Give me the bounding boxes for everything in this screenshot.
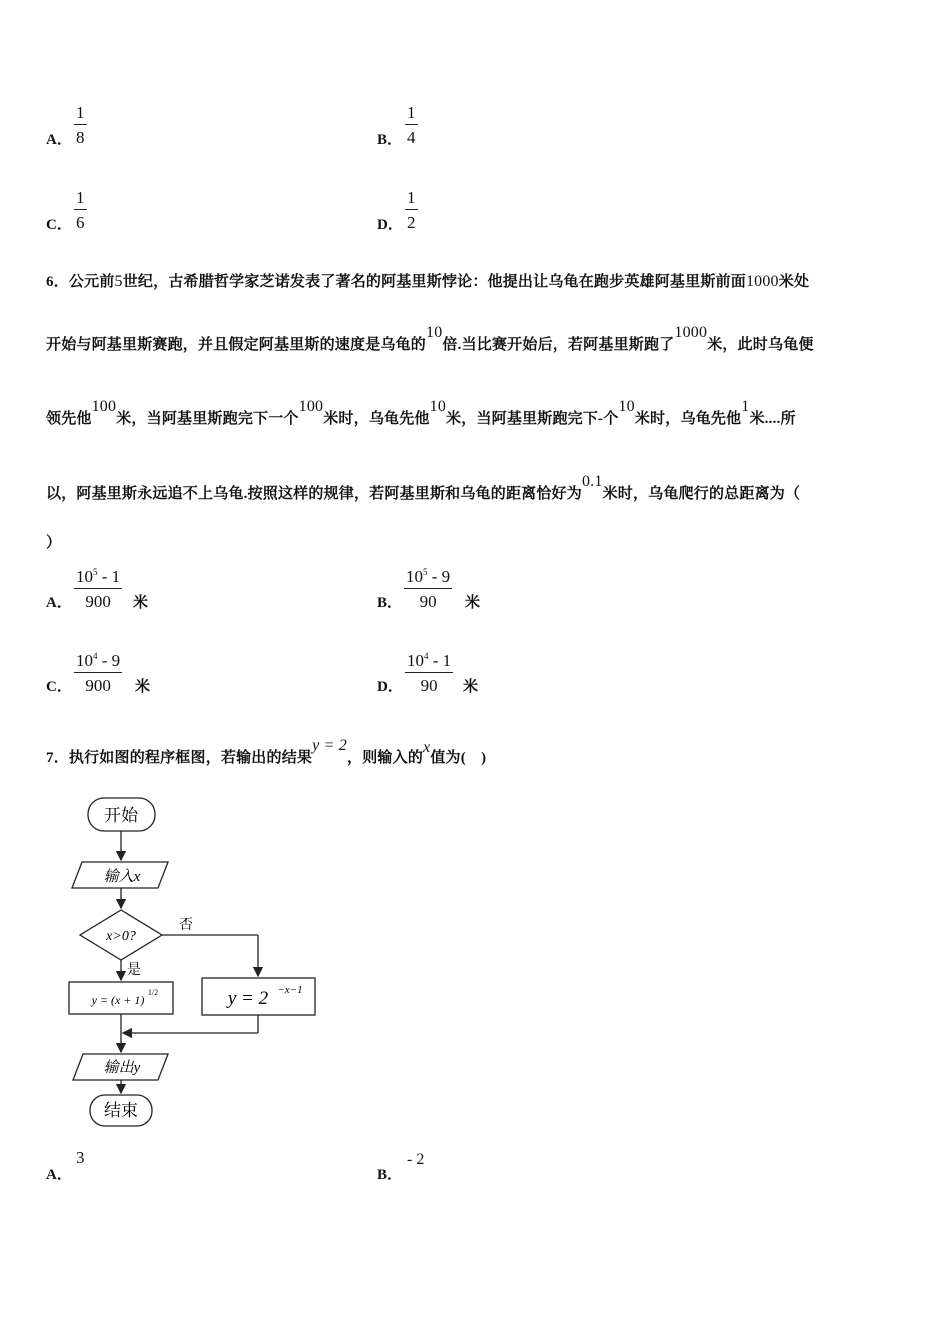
flow-yes-label: 是 bbox=[127, 963, 141, 978]
q7-stem bbox=[46, 737, 487, 767]
q6-text: 米时，乌龟先他 bbox=[634, 411, 742, 427]
q6-option-c-denominator: 900 bbox=[85, 676, 111, 695]
q5-option-d-fraction bbox=[405, 189, 418, 231]
q6-option-c-fraction bbox=[74, 652, 122, 694]
q6-option-a-base: 10 bbox=[76, 567, 93, 586]
q7-option-b-label: B． bbox=[377, 1167, 403, 1183]
flow-left-process-exponent: 1/2 bbox=[147, 988, 159, 997]
q6-option-d-label: D． bbox=[377, 679, 403, 695]
q6-number: 5 bbox=[114, 273, 123, 290]
q6-option-b-unit: 米 bbox=[465, 595, 481, 611]
q6-text: 米，当阿基里斯跑完下一个 bbox=[116, 411, 299, 427]
q7-variable: x bbox=[423, 739, 431, 756]
q6-option-b-label: B． bbox=[377, 595, 403, 611]
q6-line-5: ） bbox=[46, 535, 62, 551]
q6-option-a-label: A． bbox=[46, 595, 72, 611]
flow-output-label: 输出y bbox=[103, 1060, 141, 1076]
q6-option-d-subtrahend: - 1 bbox=[428, 651, 452, 670]
q6-option-c-label: C． bbox=[46, 679, 72, 695]
q6-line-1 bbox=[46, 270, 809, 291]
q6-option-b-denominator: 90 bbox=[419, 592, 437, 611]
q6-option-a-exponent: 5 bbox=[93, 567, 98, 577]
q6-option-b-base: 10 bbox=[406, 567, 423, 586]
q6-text: 米，此时乌龟便 bbox=[707, 337, 814, 353]
q6-text: 以，阿基里斯永远追不上乌龟.按照这样的规律，若阿基里斯和乌龟的距离恰好为 bbox=[46, 486, 582, 502]
q6-option-c-exponent: 4 bbox=[93, 651, 98, 661]
q5-option-d-denominator: 2 bbox=[407, 213, 416, 232]
q6-option-d-base: 10 bbox=[407, 651, 424, 670]
q6-number: 0.1 bbox=[581, 473, 603, 490]
q6-text: 米，当阿基里斯跑完下-个 bbox=[446, 411, 619, 427]
flow-start-label: 开始 bbox=[104, 806, 138, 825]
q6-number: 10 bbox=[618, 398, 635, 415]
q5-option-c-numerator: 1 bbox=[76, 188, 85, 207]
q5-option-a-label: A． bbox=[46, 132, 72, 148]
q5-option-b-denominator: 4 bbox=[407, 128, 416, 147]
q6-number: 10 bbox=[429, 398, 447, 415]
flow-right-process-exponent: −x−1 bbox=[277, 984, 303, 996]
q6-number: 100 bbox=[91, 398, 117, 415]
q6-option-a-fraction bbox=[74, 568, 122, 610]
q5-option-a-denominator: 8 bbox=[76, 128, 85, 147]
q6-option-a-denominator: 900 bbox=[85, 592, 111, 611]
q7-text: 值为( ) bbox=[430, 750, 487, 766]
q6-text: 米处 bbox=[778, 274, 810, 290]
q6-text: 米....所 bbox=[749, 411, 796, 427]
q5-option-d-label: D． bbox=[377, 217, 403, 233]
q6-line-4 bbox=[46, 473, 801, 503]
flow-input-label: 输入x bbox=[103, 869, 141, 885]
q7-flowchart bbox=[60, 790, 330, 1135]
q6-number: 1 bbox=[741, 398, 750, 415]
q6-text: 开始与阿基里斯赛跑，并且假定阿基里斯的速度是乌龟的 bbox=[46, 337, 427, 353]
q6-text: 米时，乌龟先他 bbox=[323, 411, 430, 427]
q6-text: 世纪，古希腊哲学家芝诺发表了著名的阿基里斯悖论：他提出让乌龟在跑步英雄阿基里斯前面 bbox=[122, 274, 746, 290]
q7-equation: y = 2 bbox=[312, 737, 348, 754]
q6-option-d-unit: 米 bbox=[463, 679, 479, 695]
q5-option-c-fraction bbox=[74, 189, 87, 231]
q6-option-a-subtrahend: - 1 bbox=[97, 567, 121, 586]
q6-option-b-fraction bbox=[404, 568, 452, 610]
flow-right-process-label: y = 2 bbox=[227, 988, 269, 1009]
q7-option-b-value: - 2 bbox=[407, 1151, 425, 1168]
q6-option-b-exponent: 5 bbox=[423, 567, 428, 577]
q5-option-b-fraction bbox=[405, 104, 418, 146]
q6-number: 1000 bbox=[745, 273, 779, 290]
q5-option-a-numerator: 1 bbox=[76, 103, 85, 122]
q6-option-a-numerator bbox=[74, 568, 122, 585]
flow-no-label: 否 bbox=[179, 918, 193, 933]
q6-option-c-base: 10 bbox=[76, 651, 93, 670]
q6-number: 10 bbox=[426, 324, 443, 341]
q5-option-b-label: B． bbox=[377, 132, 403, 148]
q7-text: ，则输入的 bbox=[347, 750, 424, 766]
q7-text: 7．执行如图的程序框图，若输出的结果 bbox=[46, 750, 313, 766]
q6-line-3 bbox=[46, 398, 796, 428]
q6-number: 100 bbox=[298, 398, 324, 415]
q6-option-c-subtrahend: - 9 bbox=[97, 651, 121, 670]
q6-number: 1000 bbox=[674, 324, 708, 341]
q6-text: 米时，乌龟爬行的总距离为（ bbox=[602, 486, 801, 502]
flow-decision-label: x>0? bbox=[106, 929, 136, 944]
q6-text: 领先他 bbox=[46, 411, 92, 427]
q6-option-c-unit: 米 bbox=[135, 679, 151, 695]
q6-option-c-numerator bbox=[74, 652, 122, 669]
q6-option-d-denominator: 90 bbox=[420, 676, 438, 695]
q6-option-a-unit: 米 bbox=[133, 595, 149, 611]
q7-option-a-label: A． bbox=[46, 1167, 72, 1183]
q5-option-c-label: C． bbox=[46, 217, 72, 233]
q6-option-b-numerator bbox=[404, 568, 452, 585]
q6-text: 6．公元前 bbox=[46, 274, 115, 290]
q6-option-b-subtrahend: - 9 bbox=[427, 567, 451, 586]
q6-line-2 bbox=[46, 324, 814, 354]
q5-option-c-denominator: 6 bbox=[76, 213, 85, 232]
flow-left-process-label: y = (x + 1) bbox=[91, 993, 145, 1007]
q5-option-b-numerator: 1 bbox=[407, 103, 416, 122]
q6-option-d-exponent: 4 bbox=[424, 651, 429, 661]
flow-end-label: 结束 bbox=[104, 1101, 138, 1120]
q6-option-d-numerator bbox=[405, 652, 453, 669]
q5-option-d-numerator: 1 bbox=[407, 188, 416, 207]
q7-option-a-value: 3 bbox=[76, 1148, 85, 1167]
q6-option-d-fraction bbox=[405, 652, 453, 694]
q5-option-a-fraction bbox=[74, 104, 87, 146]
q6-text: 倍.当比赛开始后，若阿基里斯跑了 bbox=[442, 337, 675, 353]
